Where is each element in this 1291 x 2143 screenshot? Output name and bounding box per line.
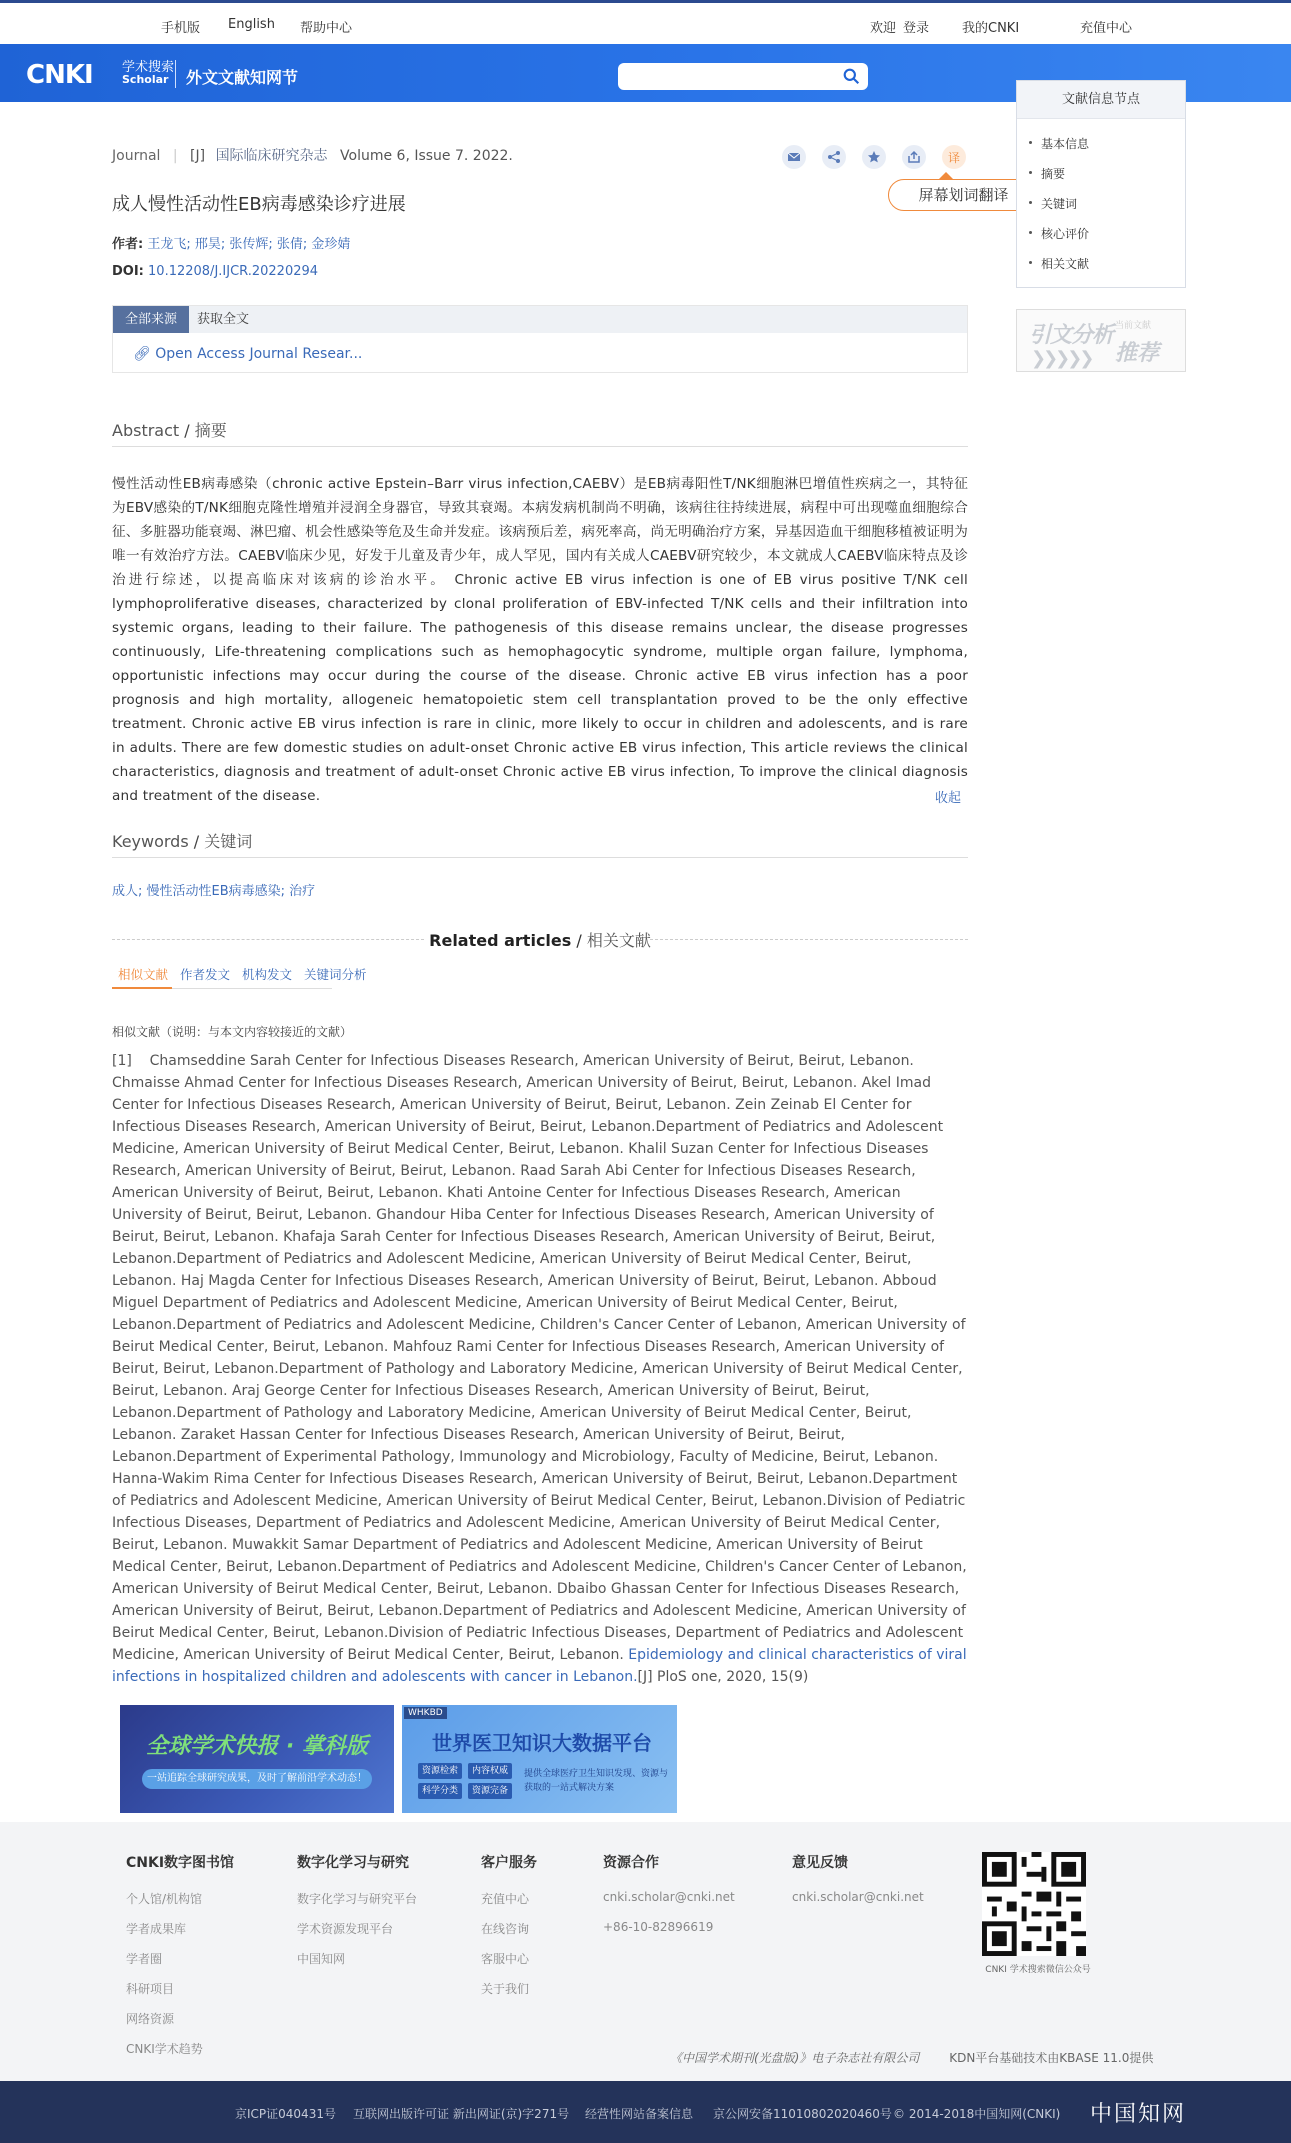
keywords-divider (112, 857, 968, 858)
ref-authors: Chamseddine Sarah Center for Infectious Diseases Research, American University of Beirut, Beirut, Lebanon. Chmaisse Ahmad Center for Infectious Diseases Research, American University of Beirut, Beirut, Lebanon. Akel Imad Center for Infectious Diseases Research, American University of Beirut, Beirut, Lebanon. Zein Zeinab El Center for Infectious Diseases Research, American University of Beirut, Beirut, Lebanon.Department of Pediatrics and Adolescent Medicine, American University of Beirut Medical Center, Beirut, Lebanon. Khalil Suzan Center for Infectious Diseases Research, American University of Beirut, Beirut, Lebanon. Raad Sarah Abi Center for Infectious Diseases Research, American University of Beirut, Beirut, Lebanon. Khati Antoine Center for Infectious Diseases Research, American University of Beirut, Beirut, Lebanon. Ghandour Hiba Center for Infectious Diseases Research, American University of Beirut, Beirut, Lebanon. Khafaja Sarah Center for Infectious Diseases Research, American University of Beirut, Beirut, Lebanon.Department of Pediatrics and Adolescent Medicine, American University of Beirut Medical Center, Beirut, Lebanon. Haj Magda Center for Infectious Diseases Research, American University of Beirut, Beirut, Lebanon. Abboud Miguel Department of Pediatrics and Adolescent Medicine, American University of Beirut Medical Center, Beirut, Lebanon.Department of Pediatrics and Adolescent Medicine, Children's Cancer Center of Lebanon, American University of Beirut Medical Center, Beirut, Lebanon. Mahfouz Rami Center for Infectious Diseases Research, American University of Beirut, Beirut, Lebanon.Department of Pathology and Laboratory Medicine, American University of Beirut Medical Center, Beirut, Lebanon. Araj George Center for Infectious Diseases Research, American University of Beirut, Beirut, Lebanon.Department of Pathology and Laboratory Medicine, American University of Beirut Medical Center, Beirut, Lebanon. Zaraket Hassan Center for Infectious Diseases Research, American University of Beirut, Beirut, Lebanon.Department of Experimental Pathology, Immunology and Microbiology, Faculty of Medicine, Beirut, Lebanon. Hanna-Wakim Rima Center for Infectious Diseases Research, American University of Beirut, Beirut, Lebanon.Department of Pediatrics and Adolescent Medicine, American University of Beirut Medical Center, Beirut, Lebanon.Division of Pediatric Infectious Diseases, Department of Pediatrics and Adolescent Medicine, American University of Beirut Medical Center, Beirut, Lebanon. Muwakkit Samar Department of Pediatrics and Adolescent Medicine, American University of Beirut Medical Center, Beirut, Lebanon.Department of Pediatrics and Adolescent Medicine, Children's Cancer Center of Lebanon, American University of Beirut Medical Center, Beirut, Lebanon. Dbaibo Ghassan Center for Infectious Diseases Research, American University of Beirut, Beirut, Lebanon.Department of Pediatrics and Adolescent Medicine, American University of Beirut Medical Center, Beirut, Lebanon.Division of Pediatric Infectious Diseases, Department of Pediatrics and Adolescent Medicine, American University of Beirut Medical Center, Beirut, Lebanon. (112, 1053, 967, 1663)
node-related[interactable]: 相关文献 (1029, 255, 1089, 285)
ad2-chip: 资源检索 (418, 1763, 462, 1779)
reference-item (112, 1050, 972, 1688)
ref-index: [1] (112, 1053, 132, 1069)
footer-link[interactable]: 客服中心 (481, 1952, 530, 1966)
authors (112, 233, 350, 252)
wechat-qr-code (982, 1852, 1086, 1956)
footer-link[interactable]: 数字化学习与研究平台 (297, 1892, 418, 1906)
search-icon[interactable] (843, 68, 860, 85)
related-heading-en: Related articles (429, 931, 572, 950)
info-nodes-panel (1016, 80, 1186, 288)
footer-col-library (126, 1852, 234, 2070)
banner-main: 引文分析 (1029, 323, 1114, 348)
license-link[interactable]: 互联网出版许可证 新出网证(京)字271号 (353, 2107, 570, 2121)
source-tabs (113, 306, 967, 333)
meta-tag: [J] (190, 148, 206, 164)
authors-label: 作者: (112, 237, 144, 252)
ref-title-link[interactable]: Epidemiology and clinical characteristics of viral infections in hospitalized children and adolescents with cancer in Lebanon. (112, 1647, 967, 1685)
abstract-heading-cn: 摘要 (194, 421, 227, 440)
ad2-tag: WHKBD (404, 1707, 447, 1719)
similar-label: 相似文献（说明：与本文内容较接近的文献） (112, 1025, 353, 1039)
english-link[interactable]: English (228, 17, 275, 32)
related-tab-active-bar (112, 987, 172, 989)
related-heading: Related articles / 相关文献 (429, 931, 651, 950)
logo-sub-cn: 学术搜索 (122, 60, 175, 75)
abstract-text: 慢性活动性EB病毒感染（chronic active Epstein–Barr virus infection,CAEBV）是EB病毒阳性T/NK细胞淋巴增值性疾病之一，其特征为EBV感染的T/NK细胞克隆性增殖并浸润全身器官，导致其衰竭。本病发病机制尚不明确，该病往往持续进展，病程中可出现噬血细胞综合征、多脏器功能衰竭、淋巴瘤、机会性感染等危及生命并发症。该病预后差，病死率高，尚无明确治疗方案，异基因造血干细胞移植被证明为唯一有效治疗方法。CAEBV临床少见，好发于儿童及青少年，成人罕见，国内有关成人CAEBV研究较少，本文就成人CAEBV临床特点及诊治进行综述，以提高临床对该病的诊治水平。 Chronic active EB virus infection is one of EB virus positive T/NK cell lymphoproliferative diseases, characterized by clonal proliferation of EBV-infected T/NK cells and their infiltration into systemic organs, leading to their failure. The pathogenesis of this disease remains unclear, the disease progresses continuously, Life-threatening complications such as hemophagocytic syndrome, multiple organ failure, lymphoma, opportunistic infections may occur during the course of the disease. Chronic active EB virus infection has a poor prognosis and high mortality, allogeneic hematopoietic stem cell transplantation proved to be the only effective treatment. Chronic active EB virus infection is rare in clinic, more likely to occur in children and adolescents, and is rare in adults. There are few domestic studies on adult-onset Chronic active EB virus infection, This article reviews the clinical characteristics, diagnosis and treatment of adult-onset Chronic active EB virus infection, To improve the clinical diagnosis and treatment of the disease. (112, 476, 968, 804)
tab-institution-works[interactable]: 机构发文 (242, 967, 293, 982)
banner-small: 当前文献 (1115, 321, 1152, 331)
authors-list[interactable]: 王龙飞; 邢昊; 张传辉; 张倩; 金珍婧 (147, 237, 351, 252)
bottom-bar (0, 2081, 1291, 2143)
svg-text:译: 译 (948, 151, 961, 164)
arrows-icon: ❯❯❯❯❯ (1031, 348, 1092, 369)
footer-link[interactable]: 科研项目 (126, 1982, 175, 1996)
ad2-chip: 内容权威 (468, 1763, 512, 1779)
footer-link[interactable]: 充值中心 (481, 1892, 530, 1906)
ad2-chip: 资源完备 (468, 1783, 512, 1799)
copyright: © 2014-2018中国知网(CNKI) (893, 2107, 1061, 2121)
banner-sub: 推荐 (1115, 341, 1160, 366)
footer-credits (670, 2049, 1153, 2066)
journal-link[interactable]: 国际临床研究杂志 (215, 148, 328, 164)
footer-link[interactable]: 在线咨询 (481, 1922, 530, 1936)
share-icon[interactable] (822, 145, 846, 169)
footer-link[interactable]: 学者成果库 (126, 1922, 187, 1936)
abstract-heading-en: Abstract (112, 421, 180, 440)
related-heading-cn: 相关文献 (586, 931, 651, 950)
help-link[interactable]: 帮助中心 (300, 21, 353, 36)
tab-all-sources[interactable]: 全部来源 (113, 306, 189, 333)
email-icon[interactable] (782, 145, 806, 169)
footer (0, 1822, 1291, 2081)
kdn-credit: KDN平台基础技术由KBASE 11.0提供 (949, 2051, 1154, 2065)
qr-caption: CNKI 学术搜索微信公众号 (985, 1965, 1091, 1975)
ad2-title: 世界医卫知识大数据平台 (432, 1731, 652, 1755)
node-core-eval[interactable]: 核心评价 (1029, 225, 1089, 255)
doi (112, 264, 318, 279)
info-nodes-heading: 文献信息节点 (1017, 81, 1185, 119)
footer-link[interactable]: 个人馆/机构馆 (126, 1892, 203, 1906)
footer-email[interactable]: cnki.scholar@cnki.net (603, 1890, 735, 1904)
meta-volume: Volume 6, Issue 7. 2022. (340, 148, 513, 164)
meta-type: Journal (112, 148, 161, 164)
keywords-heading-cn: 关键词 (204, 832, 253, 851)
doi-label: DOI: (112, 264, 144, 279)
info-nodes-list (1029, 135, 1089, 285)
recharge-link[interactable]: 充值中心 (1080, 21, 1133, 36)
footer-link[interactable]: 学者圈 (126, 1952, 163, 1966)
doi-link[interactable]: 10.12208/J.IJCR.20220294 (148, 264, 319, 279)
footer-heading: 意见反馈 (792, 1855, 848, 1871)
source-link[interactable] (133, 346, 362, 362)
tab-author-works[interactable]: 作者发文 (180, 967, 231, 982)
ref-tail: [J] PloS one, 2020, 15(9) (637, 1669, 809, 1685)
footer-link[interactable]: 关于我们 (481, 1982, 530, 1996)
tab-get-fulltext[interactable]: 获取全文 (197, 312, 250, 327)
logo-sub-en: Scholar (122, 73, 169, 86)
footer-email[interactable]: cnki.scholar@cnki.net (792, 1890, 924, 1904)
node-keywords[interactable]: 关键词 (1029, 195, 1089, 225)
node-abstract[interactable]: 摘要 (1029, 165, 1089, 195)
footer-heading: CNKI数字图书馆 (126, 1855, 235, 1871)
header-title: 外文文献知网节 (186, 68, 299, 87)
translate-icon[interactable] (942, 145, 966, 169)
logo-divider (175, 60, 176, 88)
cnki-logo[interactable]: CNKI (26, 60, 93, 90)
login-link[interactable]: 登录 (903, 21, 930, 36)
ad1-title: 全球学术快报 · 掌科版 (146, 1734, 368, 1759)
search-input[interactable] (626, 67, 826, 86)
footer-col-cooperation (603, 1852, 735, 1950)
footer-link[interactable]: 学术资源发现平台 (297, 1922, 394, 1936)
article-meta: Journal | [J] 国际临床研究杂志 Volume 6, Issue 7. 2022. (112, 148, 513, 164)
translate-tooltip: 屏幕划词翻译 (888, 179, 1039, 211)
tab-keyword-analysis[interactable]: 关键词分析 (304, 967, 367, 982)
source-box (112, 305, 968, 373)
export-icon[interactable] (902, 145, 926, 169)
whkbd-ad[interactable] (402, 1705, 677, 1813)
tab-similar[interactable]: 相似文献 (118, 967, 169, 982)
footer-col-service (481, 1852, 537, 2010)
cnki-brand-logo: 中国知网 (1090, 2102, 1187, 2127)
ad2-chip: 科学分类 (418, 1783, 462, 1799)
keywords-list[interactable]: 成人; 慢性活动性EB病毒感染; 治疗 (112, 884, 316, 899)
node-basic-info[interactable]: 基本信息 (1029, 135, 1089, 165)
police-link[interactable]: 京公网安备11010802020460号 (713, 2107, 892, 2121)
footer-heading: 数字化学习与研究 (297, 1855, 409, 1871)
footer-phone: +86-10-82896619 (603, 1920, 714, 1934)
record-link[interactable]: 经营性网站备案信息 (585, 2107, 694, 2121)
keywords-heading: Keywords / 关键词 (112, 832, 253, 851)
my-cnki-link[interactable]: 我的CNKI (962, 21, 1020, 36)
scholar-express-ad[interactable] (120, 1705, 394, 1813)
logo-subtitle (122, 62, 174, 86)
footer-col-learning (297, 1852, 417, 1980)
abstract-divider (112, 446, 968, 447)
ad1-subtitle: 一站追踪全球研究成果，及时了解前沿学术动态！ (142, 1769, 372, 1789)
footer-link[interactable]: CNKI学术趋势 (126, 2042, 203, 2056)
footer-heading: 客户服务 (481, 1855, 537, 1871)
welcome-text: 欢迎 (870, 21, 897, 36)
footer-col-feedback (792, 1852, 924, 1920)
footer-link[interactable]: 网络资源 (126, 2012, 175, 2026)
search-box[interactable] (618, 63, 868, 90)
mobile-link[interactable]: 手机版 (161, 21, 201, 36)
favorite-icon[interactable] (862, 145, 886, 169)
abstract-heading: Abstract / 摘要 (112, 421, 227, 440)
source-link-text[interactable]: Open Access Journal Resear... (155, 346, 363, 362)
footer-heading: 资源合作 (603, 1855, 659, 1871)
top-bar (0, 0, 1291, 44)
footer-link[interactable]: 中国知网 (297, 1952, 346, 1966)
icp-link[interactable]: 京ICP证040431号 (235, 2107, 336, 2121)
citation-analysis-banner[interactable] (1016, 309, 1186, 372)
ad2-desc: 提供全球医疗卫生知识发现、资源与获取的一站式解决方案 (524, 1769, 669, 1793)
link-icon: 🔗︎ (133, 346, 151, 362)
article-title: 成人慢性活动性EB病毒感染诊疗进展 (112, 194, 406, 215)
collapse-link[interactable]: 收起 (935, 791, 962, 806)
publisher: 《中国学术期刊(光盘版)》电子杂志社有限公司 (670, 2051, 920, 2065)
keywords-heading-en: Keywords (112, 832, 189, 851)
